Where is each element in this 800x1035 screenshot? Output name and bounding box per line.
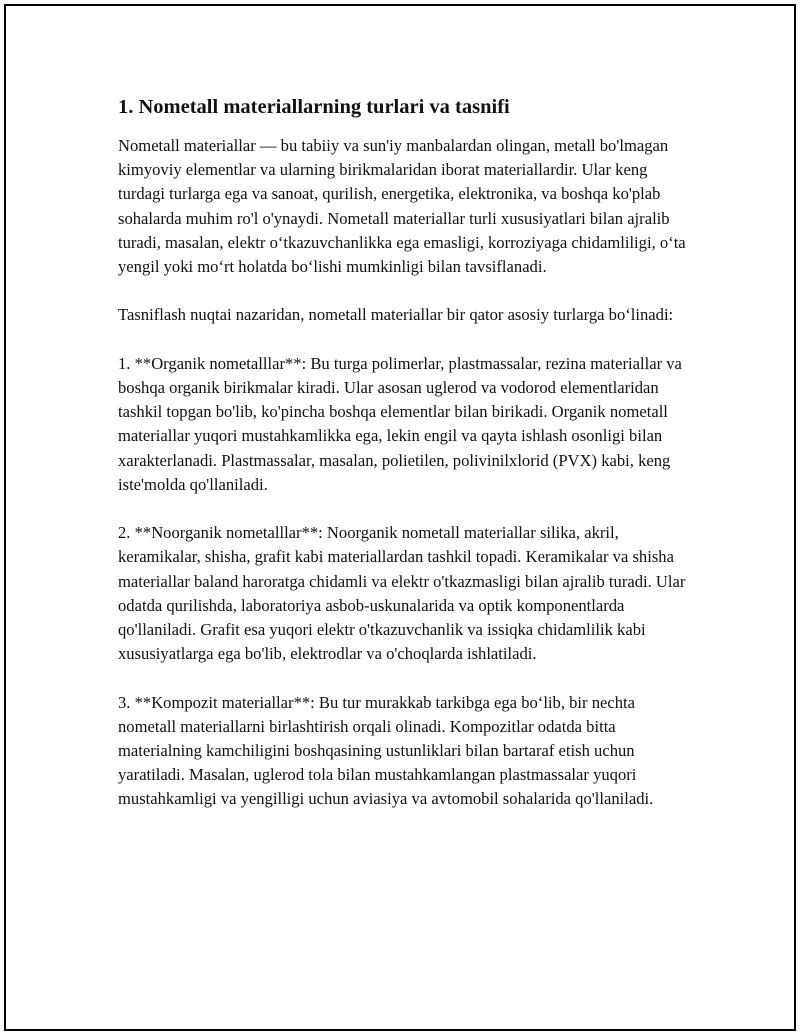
paragraph-classification: Tasniflash nuqtai nazaridan, nometall materiallar bir qator asosiy turlarga bo‘linadi: [118,305,674,325]
paragraph-inorganic: 2. **Noorganik nometalllar**: Noorganik nometall materiallar silika, akril, keramikalar, shisha, grafit kabi materiallardan tashkil topadi. Keramikalar va shisha materiallar baland haroratga chidamli va elektr o'tkazmasligi bilan ajralib turadi. Ular odatda qurilishda, laboratoriya asbob-uskunalarida va optik komponentlarda qo'llaniladi. Grafit esa yuqori elektr o'tkazuvchanlik va issiqka chidamlilik kabi xususiyatlarga ega bo'lib, elektrodlar va o'choqlarda ishlatiladi. [118,523,686,664]
paragraph-organic: 1. **Organik nometalllar**: Bu turga polimerlar, plastmassalar, rezina materiallar va boshqa organik birikmalar kiradi. Ular asosan uglerod va vodorod elementlaridan tashkil topgan bo'lib, ko'pincha boshqa elementlar bilan birikadi. Organik nometall materiallar yuqori mustahkamlikka ega, lekin engil va qayta ishlash osonligi bilan xarakterlanadi. Plastmassalar, masalan, polietilen, polivinilxlorid (PVX) kabi, keng iste'molda qo'llaniladi. [118,353,682,494]
paragraph-intro: Nometall materiallar — bu tabiiy va sun'iy manbalardan olingan, metall bo'lmagan kimyoviy elementlar va ularning birikmalaridan iborat materiallardir. Ular keng turdagi turlarga ega va sanoat, qurilish, energetika, elektronika, va boshqa ko'plab sohalarda muhim ro'l o'ynaydi. Nometall materiallar turli xususiyatlari bilan ajralib turadi, masalan, elektr o‘tkazuvchanlikka ega emasligi, korroziyaga chidamliligi, o‘ta yengil yoki mo‘rt holatda bo‘lishi mumkinligi bilan tavsiflanadi. [118,136,686,277]
paragraph-composite: 3. **Kompozit materiallar**: Bu tur murakkab tarkibga ega bo‘lib, bir nechta nometall materiallarni birlashtirish orqali olinadi. Kompozitlar odatda bitta materialning kamchiligini boshqasining ustunliklari bilan bartaraf etish uchun yaratiladi. Masalan, uglerod tola bilan mustahkamlangan plastmassalar yuqori mustahkamligi va yengilligi uchun aviasiya va avtomobil sohalarida qo'llaniladi. [118,692,654,809]
document-body [118,93,688,836]
section-title: 1. Nometall materiallarning turlari va tasnifi [118,96,510,118]
